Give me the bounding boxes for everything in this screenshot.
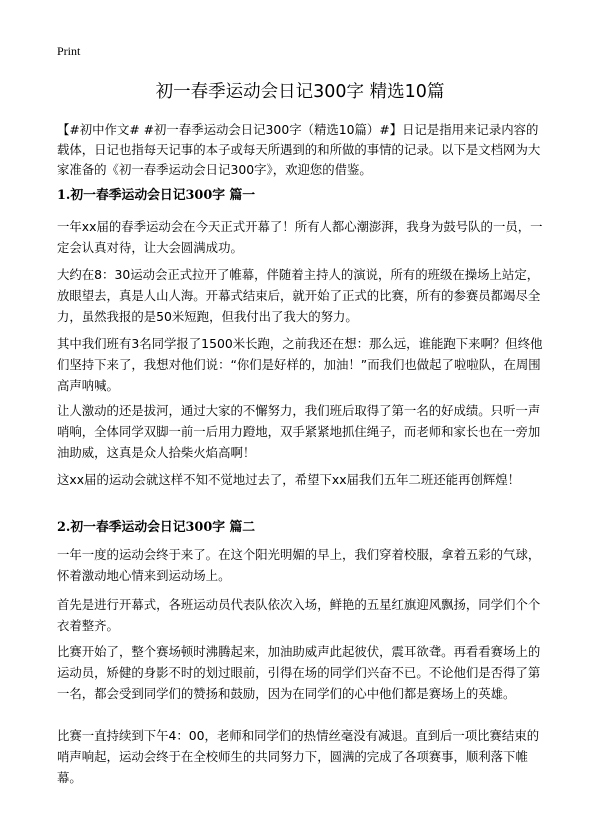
section-heading-2: 2.初一春季运动会日记300字 篇二: [57, 520, 256, 535]
section-2-paragraph: 比赛开始了，整个赛场顿时沸腾起来，加油助威声此起彼伏，震耳欲聋。再看看赛场上的运动员，矫健的身影不时的划过眼前，引得在场的同学们兴奋不已。不论他们是否得了第一名，都会受到同学们的赞扬和鼓励，因为在同学们的心中他们都是赛场上的英雄。: [57, 644, 541, 701]
section-1-paragraph: 一年xx届的春季运动会在今天正式开幕了！所有人都心潮澎湃，我身为鼓号队的一员，一定会认真对待，让大会圆满成功。: [57, 219, 543, 255]
section-1-paragraph: 其中我们班有3名同学报了1500米长跑，之前我还在想：那么远，谁能跑下来啊？但终他们坚持下来了，我想对他们说：“你们是好样的，加油！”而我们也做起了啦啦队，在周围高声呐喊。: [57, 336, 543, 393]
section-1-paragraph: 让人激动的还是拔河，通过大家的不懈努力，我们班后取得了第一名的好成绩。只听一声哨响，全体同学双脚一前一后用力蹬地，双手紧紧地抓住绳子，而老师和家长也在一旁加油助威，这真是众人拾柴火焰高啊！: [57, 403, 541, 460]
intro-paragraph: 【#初中作文# #初一春季运动会日记300字（精选10篇）#】日记是指用来记录内容的载体，日记也指每天记事的本子或每天所遇到的和所做的事情的记录。以下是文档网为大家准备的《初一春季运动会日记300字》，欢迎您的借鉴。: [57, 122, 541, 177]
print-label: Print: [57, 44, 81, 58]
section-1-paragraph: 大约在8：30运动会正式拉开了帷幕，伴随着主持人的演说，所有的班级在操场上站定，放眼望去，真是人山人海。开幕式结束后，就开始了正式的比赛，所有的参赛员都竭尽全力，虽然我报的是50米短跑，但我付出了我大的努力。: [57, 267, 541, 324]
section-1-paragraph: 这xx届的运动会就这样不知不觉地过去了，希望下xx届我们五年二班还能再创辉煌！: [57, 472, 521, 487]
section-2-paragraph: 首先是进行开幕式，各班运动员代表队依次入场，鲜艳的五星红旗迎风飘扬，同学们个个衣着整齐。: [57, 597, 541, 633]
section-heading-1: 1.初一春季运动会日记300字 篇一: [57, 188, 256, 203]
section-2-paragraph: 比赛一直持续到下午4：00，老师和同学们的热情丝毫没有减退。直到后一项比赛结束的哨声响起，运动会终于在全校师生的共同努力下，圆满的完成了各项赛事，顺利落下帷幕。: [57, 728, 540, 785]
page-title: 初一春季运动会日记300字 精选10篇: [155, 82, 445, 102]
section-2-paragraph: 一年一度的运动会终于来了。在这个阳光明媚的早上，我们穿着校服，拿着五彩的气球，怀着激动地心情来到运动场上。: [57, 547, 541, 583]
